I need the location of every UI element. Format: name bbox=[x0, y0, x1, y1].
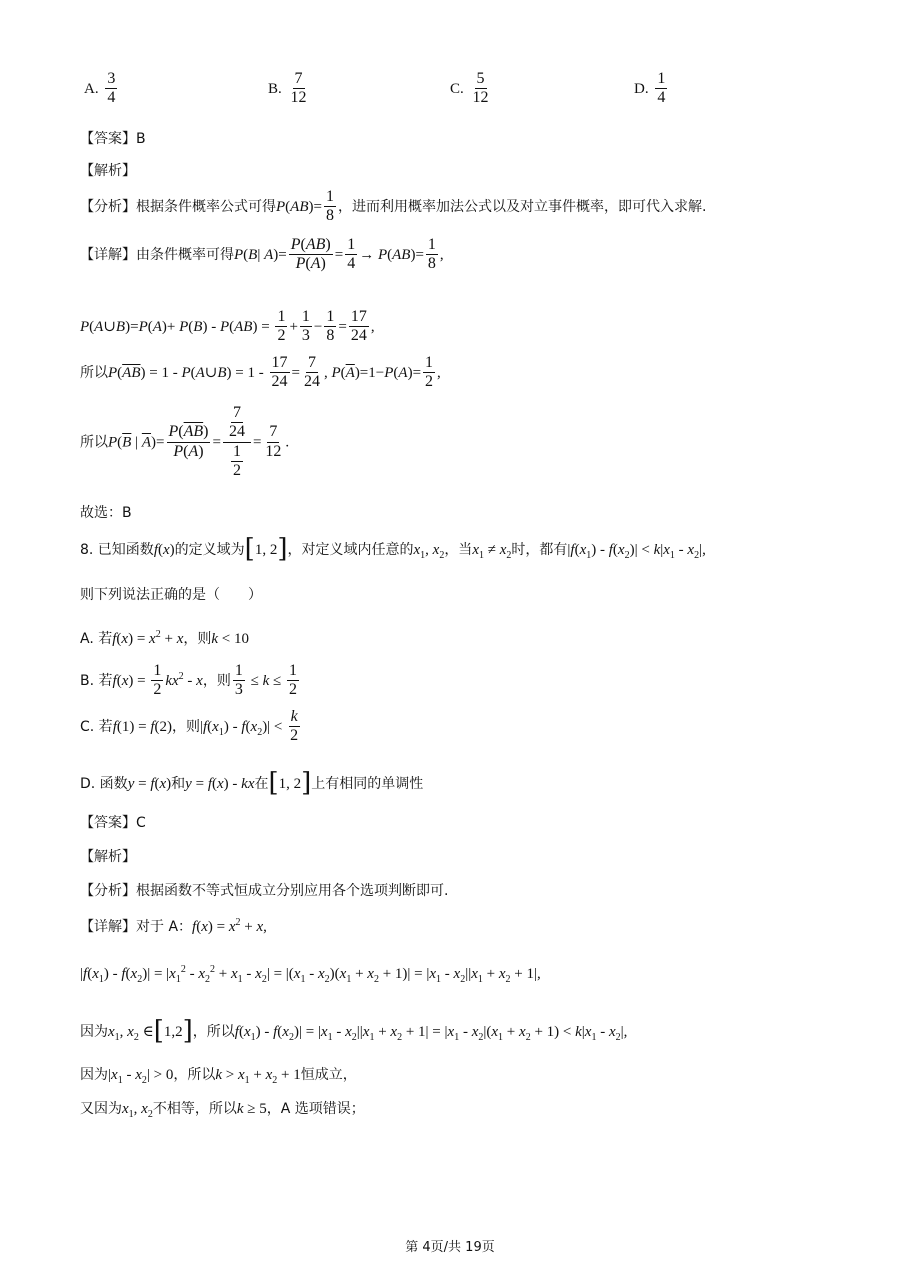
option-a: A. $\frac{3}{4}$ bbox=[84, 70, 116, 107]
q7-detail-complement: 所以$P(\overline{AB}) = 1$ - P(A∪B) = 1 - $\frac{17}{24}$ = $\frac{7}{24}$ , $P(\overline{A})=1-P(A)=$ $\frac{1}{2}$ , bbox=[80, 354, 441, 391]
q7-answer: 【答案】B bbox=[80, 131, 146, 147]
q8-jiexi-heading: 【解析】 bbox=[80, 849, 136, 865]
q8-detail-a-line4: 因为$|x_1 - x_2| > 0$，所以$k > x_1 + x_2 + 1$恒成立， bbox=[80, 1067, 357, 1086]
q7-options bbox=[84, 70, 804, 120]
option-b: B. $\frac{7}{12}$ bbox=[268, 70, 307, 107]
q8-stem: 8. 已知函数f(x)的定义域为[1, 2]，对定义域内任意的$x_1$, $x_2$，当$x_1 \ne x_2$时，都有$|f(x_1) - f(x_2)| < k|x_1 - x_2|$, bbox=[80, 534, 706, 564]
option-a-fraction: $\frac{3}{4}$ bbox=[107, 70, 116, 107]
option-d-fraction: $\frac{1}{4}$ bbox=[657, 70, 666, 107]
q8-answer: 【答案】C bbox=[80, 815, 146, 831]
q7-jiexi-heading: 【解析】 bbox=[80, 163, 136, 179]
q8-stem-line2: 则下列说法正确的是（ ） bbox=[80, 587, 262, 603]
q7-conclusion: 故选：B bbox=[80, 505, 132, 521]
q8-option-b: B. 若f(x) = $\frac{1}{2}$ $kx^2$ - x，则 $\frac{1}{3}$ ≤ k ≤ $\frac{1}{2}$ bbox=[80, 662, 297, 699]
option-d: D. $\frac{1}{4}$ bbox=[634, 70, 666, 107]
q7-detail-line1: 【详解】由条件概率可得P(B| A)= $\frac{P(AB)}{P(A)}$ = $\frac{1}{4}$ → P(AB)= $\frac{1}{8}$ , bbox=[80, 236, 444, 273]
q8-option-c: C. 若f(1) = f(2)，则$|f(x_1) - f(x_2)|$ < $\frac{k}{2}$ bbox=[80, 708, 299, 745]
q8-option-a: A. 若$f(x) = x^2 + x$，则k < 10 bbox=[80, 629, 249, 647]
q8-detail-a-line5: 又因为$x_1$, $x_2$不相等，所以k ≥ 5，A 选项错误； bbox=[80, 1101, 365, 1120]
option-c: C. $\frac{5}{12}$ bbox=[450, 70, 489, 107]
q7-detail-union: P(A∪B)=P(A)+ P(B) - P(AB) = $\frac{1}{2}$ + $\frac{1}{3}$ − $\frac{1}{8}$ = $\frac{17}{24}$ , bbox=[80, 308, 375, 345]
q7-analysis: 【分析】根据条件概率公式可得P(AB)= $\frac{1}{8}$ ，进而利用概率加法公式以及对立事件概率，即可代入求解. bbox=[80, 188, 707, 225]
q8-detail-a-line1: 【详解】对于 A：$f(x) = x^2 + x$, bbox=[80, 917, 267, 935]
q8-analysis: 【分析】根据函数不等式恒成立分别应用各个选项判断即可. bbox=[80, 883, 449, 899]
page-footer: 第 4页/共 19页 bbox=[405, 1240, 495, 1255]
q8-detail-a-line3: 因为$x_1$, $x_2$ ∈[1,2]，所以$f(x_1) - f(x_2)| = |x_1 - x_2||x_1 + x_2 + 1| = |x_1 - x_2|(x_1 + x_2 + 1) < k|x_1 - x_2|$, bbox=[80, 1016, 628, 1046]
q8-detail-a-line2: $|f(x_1) - f(x_2)| = |x_1^2 - x_2^2 + x_1 - x_2| = |(x_1 - x_2)(x_1 + x_2 + 1)| = |x_1 - x_2||x_1 + x_2 + 1|$, bbox=[80, 964, 541, 985]
option-b-fraction: $\frac{7}{12}$ bbox=[290, 70, 307, 107]
option-c-fraction: $\frac{5}{12}$ bbox=[472, 70, 489, 107]
q8-option-d: D. 函数y = f(x)和y = f(x) - kx在[1, 2]上有相同的单调性 bbox=[80, 768, 424, 798]
q7-detail-conditional: 所以$P(\overline{B}$ | $\overline{A})=$ $\frac{P(\overline{AB})}{P(\overline{A})}$ = $\frac{\frac{7}{24}}{\frac{1}{2}}$ = $\frac{7}{12}$ . bbox=[80, 404, 290, 480]
